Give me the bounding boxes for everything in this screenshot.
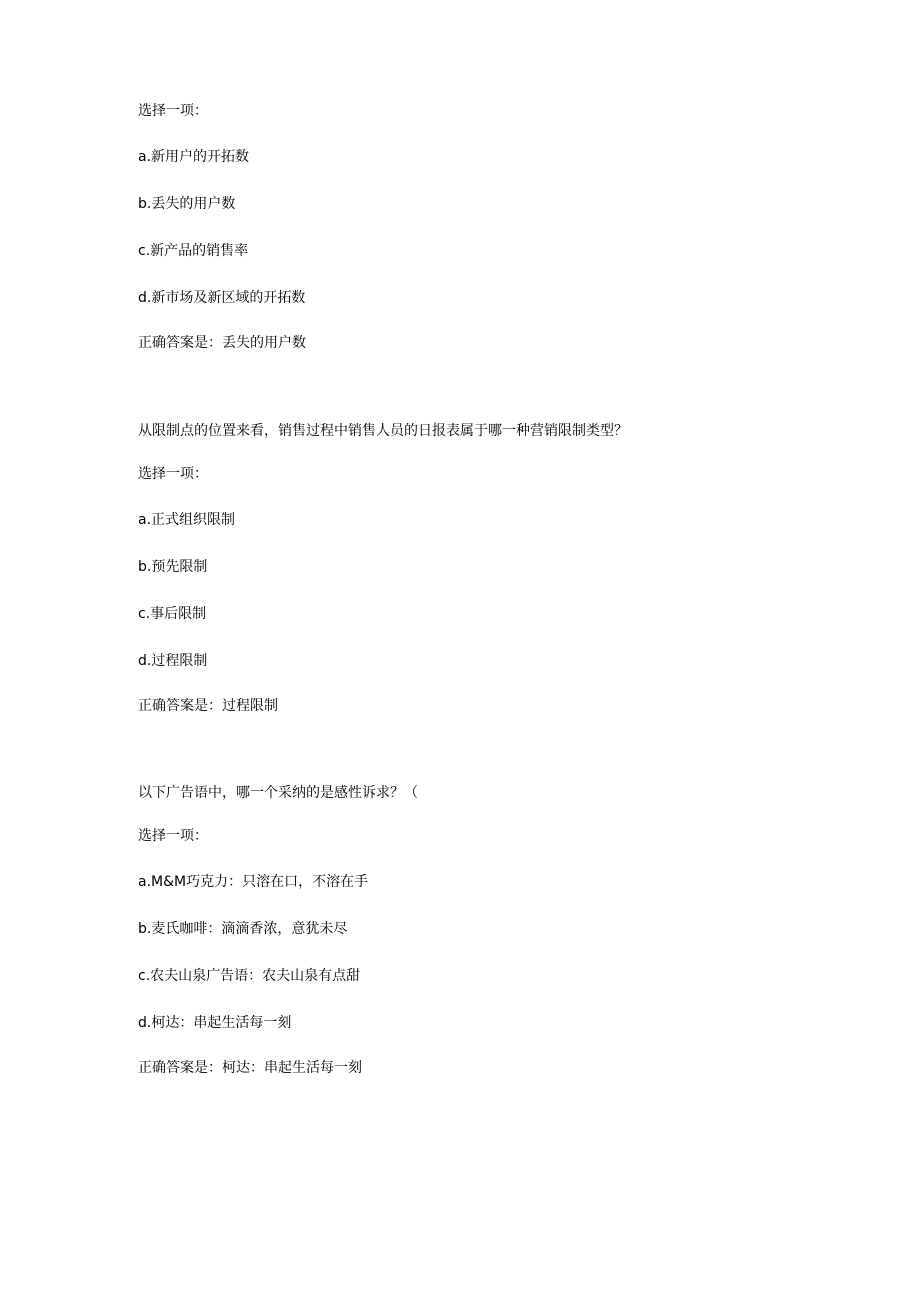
question-text: 以下广告语中，哪一个采纳的是感性诉求？（ [138, 785, 418, 801]
option-c: c.新产品的销售率 [138, 243, 249, 259]
question-text: 从限制点的位置来看，销售过程中销售人员的日报表属于哪一种营销限制类型？ [138, 423, 628, 439]
choice-prompt: 选择一项： [138, 828, 208, 844]
option-b: b.丢失的用户数 [138, 196, 236, 212]
option-d: d.过程限制 [138, 653, 208, 669]
option-c: c.事后限制 [138, 606, 207, 622]
option-b: b.预先限制 [138, 559, 208, 575]
choice-prompt: 选择一项： [138, 103, 208, 119]
correct-answer: 正确答案是：柯达：串起生活每一刻 [138, 1060, 362, 1076]
choice-prompt: 选择一项： [138, 466, 208, 482]
option-d: d.新市场及新区域的开拓数 [138, 290, 306, 306]
option-d: d.柯达：串起生活每一刻 [138, 1015, 292, 1031]
correct-answer: 正确答案是：过程限制 [138, 698, 278, 714]
option-a: a.M&M巧克力：只溶在口，不溶在手 [138, 874, 369, 890]
option-c: c.农夫山泉广告语：农夫山泉有点甜 [138, 968, 361, 984]
correct-answer: 正确答案是：丢失的用户数 [138, 335, 306, 351]
option-b: b.麦氏咖啡：滴滴香浓，意犹未尽 [138, 921, 348, 937]
option-a: a.正式组织限制 [138, 512, 236, 528]
option-a: a.新用户的开拓数 [138, 149, 250, 165]
